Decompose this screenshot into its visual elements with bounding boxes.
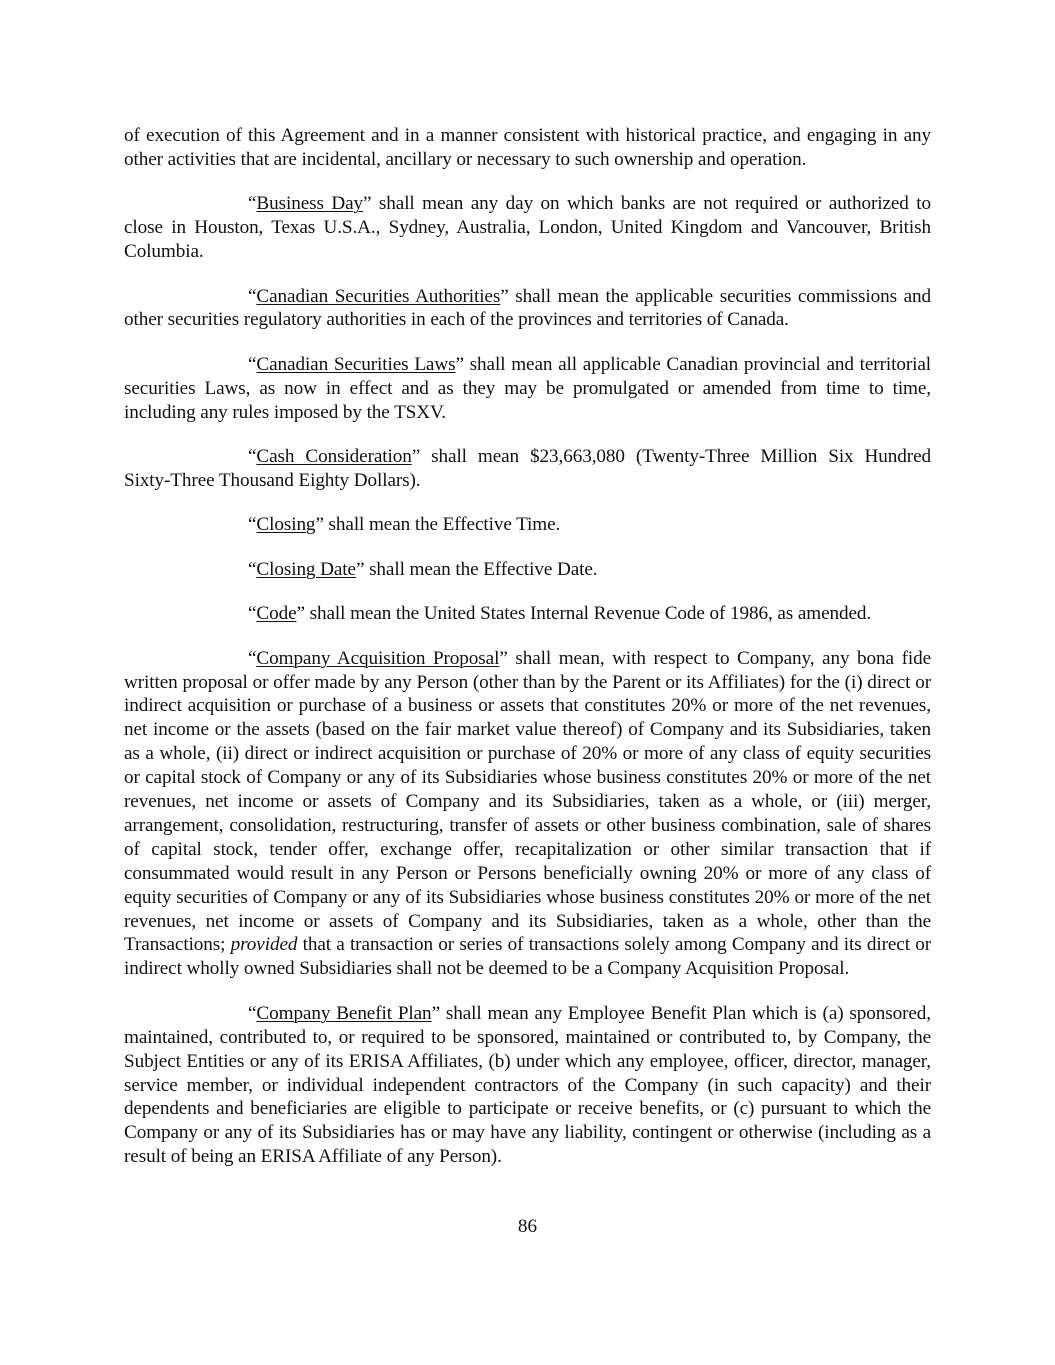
definition-text: ” shall mean the applicable securities commissions and other securities regulatory authorities in each of the provinces and territories of Canada. [124,285,931,331]
open-quote: “ [248,193,257,215]
definition-business-day [124,192,931,264]
defined-term: Company Acquisition Proposal [256,647,500,669]
definition-text: ” shall mean, with respect to Company, any bona fide written proposal or offer made by any Person (other than by the Parent or its Affiliates) for the (i) direct or indirect acquisition or purchase of a business or assets that constitutes 20% or more of the net revenues, net income or the assets (based on the fair market value thereof) of Company and its Subsidiaries, taken as a whole, (ii) direct or indirect acquisition or purchase of 20% or more of any class of equity securities or capital stock of Company or any of its Subsidiaries whose business constitutes 20% or more of the net revenues, net income or assets of Company and its Subsidiaries, taken as a whole, or (iii) merger, arrangement, consolidation, restructuring, transfer of assets or other business combination, sale of shares of capital stock, tender offer, exchange offer, recapitalization or other similar transaction that if consummated would result in any Person or Persons beneficially owning 20% or more of any class of equity securities of Company or any of its Subsidiaries whose business constitutes 20% or more of the net revenues, net income or assets of Company and its Subsidiaries, taken as a whole, other than the Transactions; [124,647,931,956]
open-quote: “ [248,446,257,468]
definition-company-benefit-plan [124,1002,931,1169]
definition-text: ” shall mean the Effective Time. [315,514,561,536]
continuation-paragraph [124,124,931,172]
definition-text: ” shall mean any Employee Benefit Plan which is (a) sponsored, maintained, contributed to, or required to be sponsored, maintained or contributed to, by Company, the Subject Entities or any of its ERISA Affiliates, (b) under which any employee, officer, director, manager, service member, or individual independent contractors of the Company (in such capacity) and their dependents and beneficiaries are eligible to participate or receive benefits, or (c) pursuant to which the Company or any of its Subsidiaries has or may have any liability, contingent or otherwise (including as a result of being an ERISA Affiliate of any Person). [124,1002,932,1168]
definition-text: ” shall mean $23,663,080 (Twenty-Three Million Six Hundred Sixty-Three Thousand Eighty Dollars). [124,446,931,491]
paragraph-text: of execution of this Agreement and in a manner consistent with historical practice, and engaging in any other activities that are incidental, ancillary or necessary to such ownership and operation. [124,125,931,170]
definition-canadian-securities-laws [124,353,931,425]
open-quote: “ [248,1002,257,1024]
definition-tail-text: that a transaction or series of transactions solely among Company and its direct or indirect wholly owned Subsidiaries shall not be deemed to be a Company Acquisition Proposal. [124,934,931,980]
open-quote: “ [248,514,257,536]
definition-text: ” shall mean any day on which banks are not required or authorized to close in Houston, Texas U.S.A., Sydney, Australia, London, United Kingdom and Vancouver, British Columbia. [124,193,931,263]
italic-word: provided [230,934,298,956]
definition-closing [124,513,931,537]
document-body [124,124,931,1190]
definition-company-acquisition-proposal [124,647,931,982]
defined-term: Canadian Securities Laws [256,353,456,375]
defined-term: Closing Date [256,558,356,580]
defined-term: Code [256,603,297,625]
open-quote: “ [248,603,257,625]
open-quote: “ [248,353,257,375]
definition-code [124,602,931,626]
definition-cash-consideration [124,445,931,493]
open-quote: “ [248,285,257,307]
defined-term: Canadian Securities Authorities [256,285,501,307]
defined-term: Business Day [256,193,364,215]
defined-term: Company Benefit Plan [256,1002,432,1024]
definition-closing-date [124,558,931,582]
definition-text: ” shall mean the United States Internal Revenue Code of 1986, as amended. [296,603,872,625]
open-quote: “ [248,558,257,580]
defined-term: Closing [256,514,316,536]
open-quote: “ [248,647,257,669]
definition-text: ” shall mean the Effective Date. [355,558,598,580]
page-number: 86 [517,1216,538,1237]
definition-canadian-securities-authorities [124,285,931,333]
defined-term: Cash Consideration [256,446,412,468]
definition-text: ” shall mean all applicable Canadian provincial and territorial securities Laws, as now in effect and as they may be promulgated or amended from time to time, including any rules imposed by the TSXV. [124,353,931,423]
